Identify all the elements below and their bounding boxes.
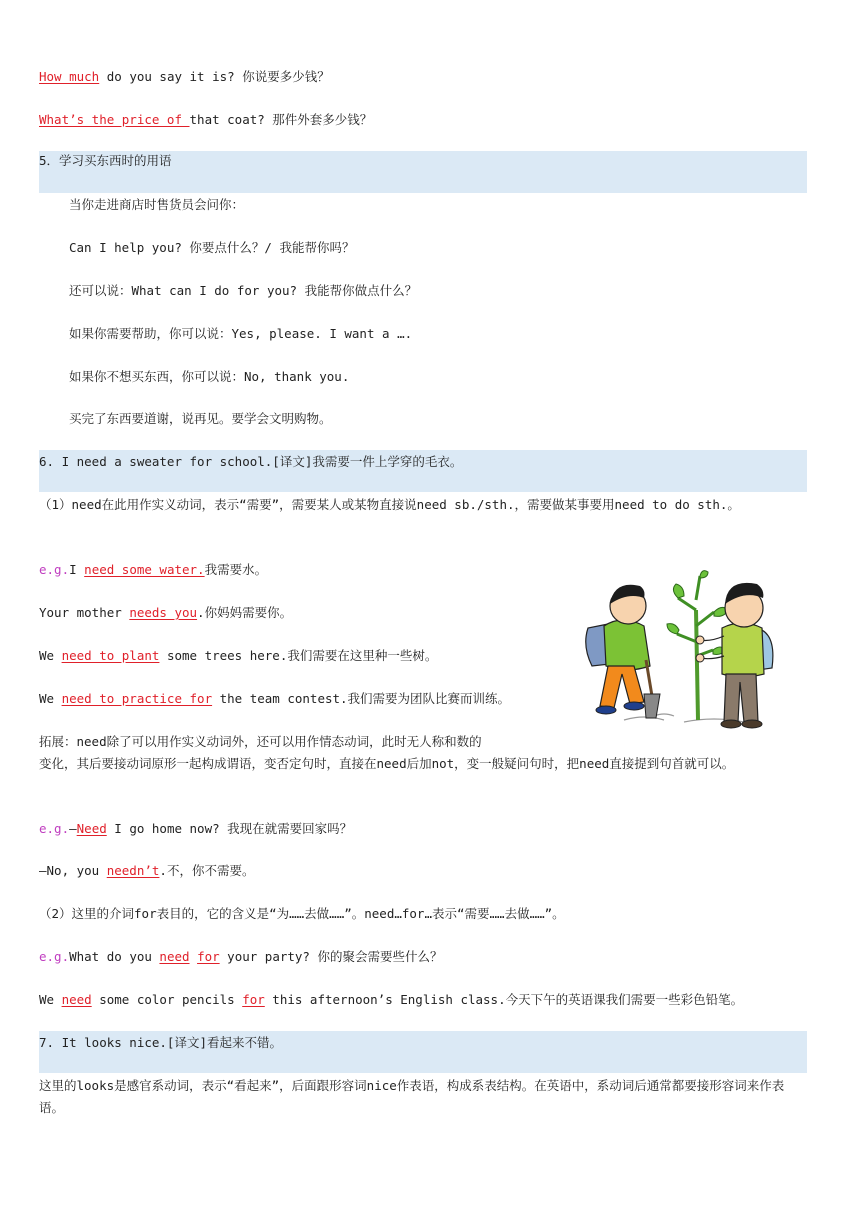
section-7-heading-band — [39, 1031, 807, 1073]
sentence-text: We — [39, 691, 62, 706]
sentence-text: —No, you — [39, 863, 107, 878]
kids-planting-tree-illustration — [584, 570, 792, 732]
sentence-text: We — [39, 648, 62, 663]
section-5-item: 当你走进商店时售货员会问你： — [69, 197, 245, 212]
section-5-heading: 5．学习买东西时的用语 — [39, 153, 172, 168]
underlined-phrase: need to practice for — [61, 691, 213, 706]
section-5-item: 如果你不想买东西，你可以说：No, thank you. — [69, 369, 350, 384]
section-7-paragraph: 这里的looks是感官系动词，表示“看起来”，后面跟形容词nice作表语，构成系表结构。在英语中，系动词后通常都要接形容词来作表语。 — [39, 1078, 785, 1115]
example-need-go-home — [39, 820, 352, 838]
eg-marker: e.g. — [39, 562, 70, 577]
underlined-phrase: needn’t — [106, 863, 160, 878]
sentence-text: Your mother — [39, 605, 130, 620]
example-need-water — [39, 561, 267, 579]
example-line-price — [39, 111, 372, 129]
example-line-how-much — [39, 68, 330, 86]
section-6-heading-band — [39, 450, 807, 492]
sentence-text: 我需要水。 — [204, 562, 268, 577]
example-need-for-party — [39, 948, 442, 966]
underlined-phrase: How much — [39, 69, 100, 84]
example-neednt — [39, 862, 254, 880]
example-needs-you — [39, 604, 292, 622]
sentence-text: the team contest.我们需要为团队比赛而训练。 — [212, 691, 511, 706]
sentence-text: that coat? 那件外套多少钱？ — [189, 112, 373, 127]
section-5-item: Can I help you? 你要点什么？/ 我能帮你吗？ — [69, 240, 355, 255]
eg-marker: e.g. — [39, 949, 70, 964]
sentence-text: some color pencils — [91, 992, 243, 1007]
underlined-phrase: Need — [76, 821, 107, 836]
section-6-paragraph-2: （2）这里的介词for表目的，它的含义是“为……去做……”。need…for…表示“需要……去做……”。 — [39, 906, 565, 921]
sentence-text: I go home now? 我现在就需要回家吗？ — [106, 821, 353, 836]
extension-line-1: 拓展：need除了可以用作实义动词外，还可以用作情态动词，此时无人称和数的 — [39, 734, 482, 749]
sentence-text: — — [69, 821, 77, 836]
example-need-to-plant — [39, 647, 437, 665]
sentence-text: .你妈妈需要你。 — [197, 605, 293, 620]
example-need-to-practice — [39, 690, 510, 708]
section-7-heading: 7. It looks nice.[译文]看起来不错。 — [39, 1035, 282, 1050]
sentence-text: your party? 你的聚会需要些什么？ — [219, 949, 443, 964]
underlined-phrase: need to plant — [61, 648, 160, 663]
example-need-color-pencils — [39, 991, 743, 1009]
underlined-phrase: need some water. — [84, 562, 205, 577]
eg-marker: e.g. — [39, 821, 70, 836]
underlined-phrase: What’s the price of — [39, 112, 190, 127]
section-6-paragraph-1: （1）need在此用作实义动词，表示“需要”，需要某人或某物直接说need sb./sth.，需要做某事要用need to do sth.。 — [39, 497, 740, 512]
sentence-text: I — [69, 562, 85, 577]
sentence-text: some trees here.我们需要在这里种一些树。 — [159, 648, 438, 663]
sentence-text — [190, 949, 198, 964]
underlined-word-need: need — [61, 992, 92, 1007]
extension-line-2: 变化，其后要接动词原形一起构成谓语，变否定句时，直接在need后加not，变一般疑问句时，把need直接提到句首就可以。 — [39, 756, 735, 771]
section-5-item: 如果你需要帮助，你可以说：Yes, please. I want a …. — [69, 326, 413, 341]
sentence-text: this afternoon’s English class.今天下午的英语课我们需要一些彩色铅笔。 — [264, 992, 744, 1007]
section-5-heading-band — [39, 151, 807, 193]
section-5-item: 还可以说：What can I do for you? 我能帮你做点什么？ — [69, 283, 418, 298]
underlined-phrase: needs you — [129, 605, 198, 620]
underlined-word-need: need — [159, 949, 190, 964]
sentence-text: do you say it is? 你说要多少钱？ — [99, 69, 330, 84]
section-5-item: 买完了东西要道谢，说再见。要学会文明购物。 — [69, 411, 332, 426]
sentence-text: What do you — [69, 949, 160, 964]
section-6-heading: 6. I need a sweater for school.[译文]我需要一件上学穿的毛衣。 — [39, 454, 463, 469]
sentence-text: We — [39, 992, 62, 1007]
sentence-text: .不，你不需要。 — [159, 863, 255, 878]
underlined-word-for: for — [197, 949, 220, 964]
underlined-word-for: for — [242, 992, 265, 1007]
